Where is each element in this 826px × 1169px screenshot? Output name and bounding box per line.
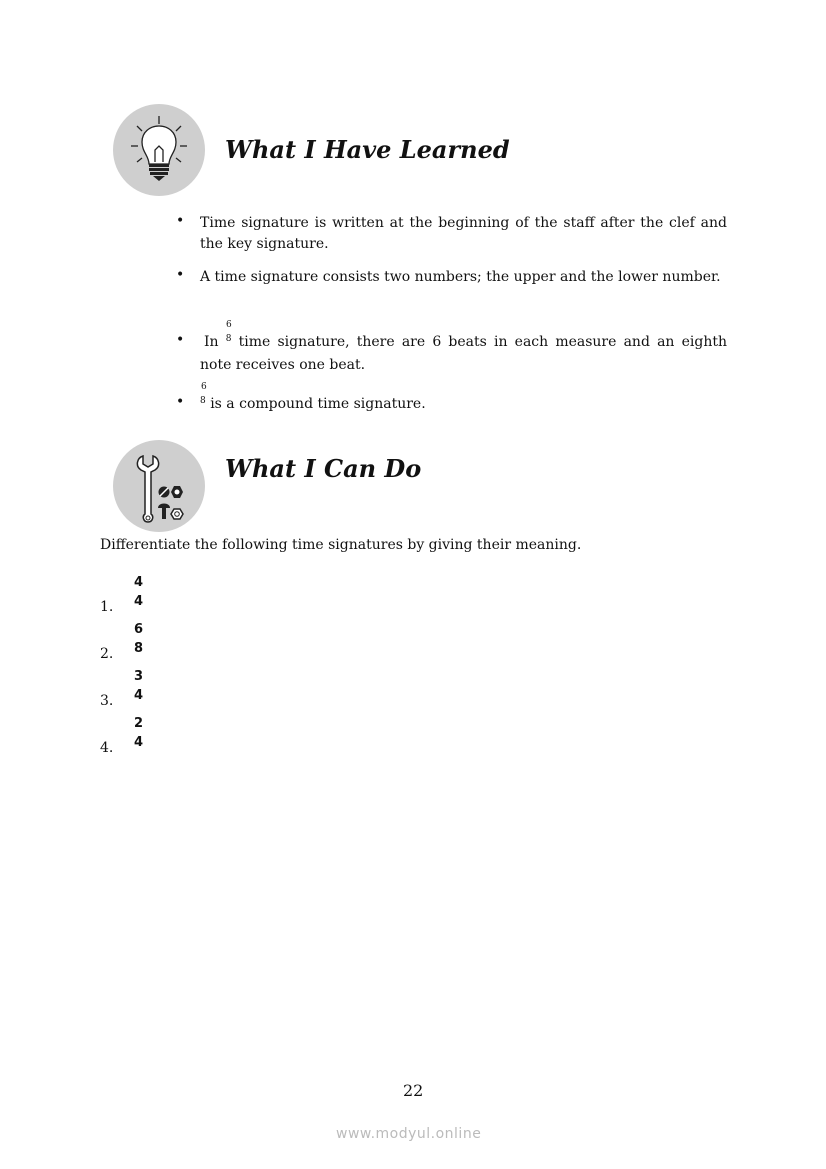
- item-2-upper: 6: [134, 622, 144, 637]
- item-4-upper: 2: [134, 716, 144, 731]
- item-3-number: 3.: [100, 693, 114, 709]
- lightbulb-icon: [113, 104, 205, 196]
- text-body: time signature, there are 6 beats in each measure and an eighth note receives one beat.: [200, 334, 728, 373]
- text-body: is a compound time signature.: [210, 396, 426, 412]
- watermark: www.modyul.online: [336, 1126, 482, 1142]
- item-2-number: 2.: [100, 646, 114, 662]
- learned-point-1: Time signature is written at the beginning of the staff after the clef and the key signature.: [200, 215, 727, 252]
- time-signature-lower: 8: [225, 334, 232, 344]
- time-signature-upper: 6: [226, 320, 232, 330]
- item-3-lower: 4: [134, 688, 144, 703]
- bullet-icon: •: [176, 332, 185, 348]
- learned-point-3: [200, 332, 727, 376]
- instruction-text: Differentiate the following time signatures by giving their meaning.: [100, 537, 582, 553]
- section-heading-what-i-can-do: What I Can Do: [225, 454, 422, 483]
- item-4-number: 4.: [100, 740, 114, 756]
- item-1-number: 1.: [100, 599, 114, 615]
- bullet-icon: •: [176, 394, 185, 410]
- time-signature-upper: 6: [201, 382, 207, 392]
- bullet-icon: •: [176, 213, 185, 229]
- learned-point-4: [200, 394, 727, 417]
- section-heading-what-i-have-learned: What I Have Learned: [225, 135, 510, 164]
- text-prefix: In: [204, 334, 219, 350]
- item-2-lower: 8: [134, 641, 144, 656]
- item-1-upper: 4: [134, 575, 144, 590]
- item-1-lower: 4: [134, 594, 144, 609]
- page-number: 22: [403, 1081, 424, 1100]
- item-3-upper: 3: [134, 669, 144, 684]
- item-4-lower: 4: [134, 735, 144, 750]
- bullet-icon: •: [176, 267, 185, 283]
- wrench-tools-icon: [113, 440, 205, 532]
- time-signature-lower: 8: [200, 396, 206, 406]
- learned-point-2: A time signature consists two numbers; the upper and the lower number.: [200, 269, 721, 285]
